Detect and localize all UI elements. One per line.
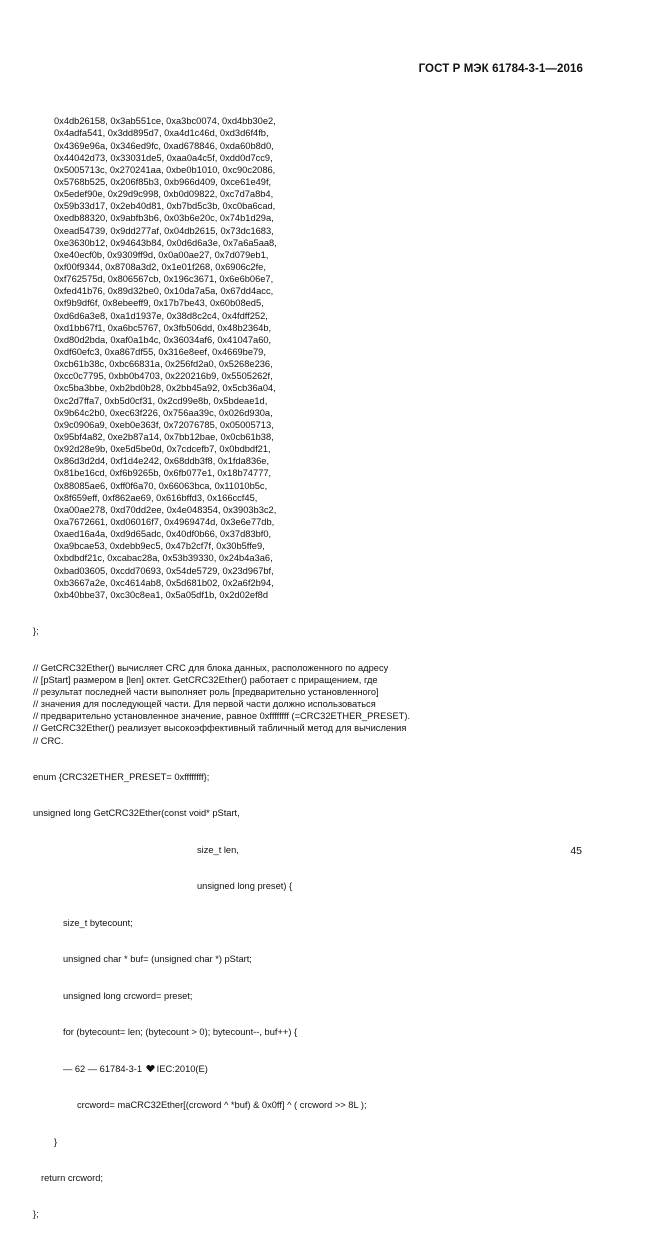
crc-table-row: 0xdf60efc3, 0xa867df55, 0x316e8eef, 0x4669be79, — [54, 346, 266, 357]
crc-table-row: 0x5768b525, 0x206f85b3, 0xb966d409, 0xce61e49f, — [54, 177, 272, 188]
crc-table-row: 0x59b33d17, 0x2eb40d81, 0xb7bd5c3b, 0xc0ba6cad, — [54, 201, 276, 212]
crc-table-row: 0xd1bb67f1, 0xa6bc5767, 0x3fb506dd, 0x48b2364b, — [54, 322, 272, 333]
crc-table-row: 0xfed41b76, 0x89d32be0, 0x10da7a5a, 0x67dd4acc, — [54, 286, 274, 297]
crc-table-row: 0x81be16cd, 0xf6b9265b, 0x6fb077e1, 0x18b74777, — [54, 468, 272, 479]
crc-table-row: 0x88085ae6, 0xff0f6a70, 0x66063bca, 0x11010b5c, — [54, 480, 268, 491]
crc-table-row: 0xaed16a4a, 0xd9d65adc, 0x40df0b66, 0x37d83bf0, — [54, 529, 272, 540]
standard-header: ГОСТ Р МЭК 61784-3-1—2016 — [418, 63, 583, 75]
signature-line-2: size_t len, — [197, 844, 239, 855]
crc-table-row: 0xf00f9344, 0x8708a3d2, 0x1e01f268, 0x6906c2fe, — [54, 262, 266, 272]
signature-line-3: unsigned long preset) { — [197, 881, 293, 892]
crc-table-row: 0x4369e96a, 0x346ed9fc, 0xad678846, 0xda60b8d0, — [54, 140, 274, 151]
crc-table-row: 0xf9b9df6f, 0x8ebeeff9, 0x17b7be43, 0x60b08ed5, — [54, 298, 264, 309]
page-marker — [33, 1063, 593, 1075]
crc-table-row: 0xa7672661, 0xd06016f7, 0x4969474d, 0x3e6e77db, — [54, 516, 275, 527]
crc-table-row: 0x5edef90e, 0x29d9c998, 0xb0d09822, 0xc7d7a8b4, — [54, 189, 274, 200]
comment-line: // результат последней части выполняет роль [предварительно установленного] — [33, 686, 379, 697]
crc-table-row: 0xbad03605, 0xcdd70693, 0x54de5729, 0x23d967bf, — [54, 565, 274, 576]
page-number: 45 — [570, 845, 582, 857]
page-marker-left: — 62 — 61784-3-1 — [63, 1063, 143, 1074]
crc-table-row: 0xcc0c7795, 0xbb0b4703, 0x220216b9, 0x5505262f, — [54, 371, 273, 382]
crc-table-row: 0xa00ae278, 0xd70dd2ee, 0x4e048354, 0x3903b3c2, — [54, 504, 277, 515]
decl-buf: unsigned char * buf= (unsigned char *) pStart; — [63, 954, 252, 965]
code-listing — [33, 91, 593, 1245]
comment-line: // GetCRC32Ether() вычисляет CRC для блока данных, расположенного по адресу — [33, 662, 389, 673]
for-loop-line: for (bytecount= len; (bytecount > 0); bytecount--, buf++) { — [63, 1027, 298, 1038]
crc-table-row: 0xf762575d, 0x806567cb, 0x196c3671, 0x6e6b06e7, — [54, 274, 274, 285]
crc-table-row: 0xc2d7ffa7, 0xb5d0cf31, 0x2cd99e8b, 0x5bdeae1d, — [54, 395, 268, 406]
crc-table-row: 0xa9bcae53, 0xdebb9ec5, 0x47b2cf7f, 0x30b5ffe9, — [54, 541, 265, 552]
crc-table-row: 0xb3667a2e, 0xc4614ab8, 0x5d681b02, 0x2a6f2b94, — [54, 577, 274, 588]
comment-line: // предварительно установленное значение, равное 0xffffffff (=CRC32ETHER_PRESET). — [33, 711, 411, 722]
crc-table-row: 0xd80d2bda, 0xaf0a1b4c, 0x36034af6, 0x41047a60, — [54, 334, 272, 345]
crc-table-row: 0xb40bbe37, 0xc30c8ea1, 0x5a05df1b, 0x2d02ef8d — [54, 589, 269, 600]
crc-table-row: 0x5005713c, 0x270241aa, 0xbe0b1010, 0xc90c2086, — [54, 164, 276, 175]
comment-line: // значения для последующей части. Для первой части должно использоваться — [33, 699, 376, 710]
crc-table-row: 0x4adfa541, 0x3dd895d7, 0xa4d1c46d, 0xd3d6f4fb, — [54, 128, 269, 139]
heart-icon — [146, 1064, 155, 1073]
crc-table-row: 0x9c0906a9, 0xeb0e363f, 0x72076785, 0x05005713, — [54, 419, 274, 430]
crc-table-row: 0x4db26158, 0x3ab551ce, 0xa3bc0074, 0xd4bb30e2, — [54, 116, 276, 127]
decl-bytecount: size_t bytecount; — [63, 917, 133, 928]
comment-line: // GetCRC32Ether() реализует высокоэффективный табличный метод для вычисления — [33, 723, 407, 734]
close-function: }; — [33, 1209, 39, 1220]
crc-update-line: crcword= maCRC32Ether[(crcword ^ *buf) & 0x0ff] ^ ( crcword >> 8L ); — [77, 1100, 367, 1111]
comment-block — [33, 662, 593, 747]
return-line: return crcword; — [41, 1172, 103, 1183]
comment-line: // [pStart] размером в [len] октет. GetCRC32Ether() работает с приращением, где — [33, 674, 378, 685]
crc-table-row: 0xbdbdf21c, 0xcabac28a, 0x53b39330, 0x24b4a3a6, — [54, 553, 273, 564]
crc-table-row: 0xcb61b38c, 0xbc66831a, 0x256fd2a0, 0x5268e236, — [54, 359, 273, 370]
crc-table-row: 0x95bf4a82, 0xe2b87a14, 0x7bb12bae, 0x0cb61b38, — [54, 431, 274, 442]
comment-line: // CRC. — [33, 735, 64, 746]
crc-table-row: 0x8f659eff, 0xf862ae69, 0x616bffd3, 0x166ccf45, — [54, 492, 258, 503]
page-marker-right: IEC:2010(E) — [156, 1063, 208, 1074]
crc-table-row: 0x92d28e9b, 0xe5d5be0d, 0x7cdcefb7, 0x0bdbdf21, — [54, 444, 271, 455]
close-for: } — [54, 1136, 58, 1147]
table-close: }; — [33, 626, 39, 637]
enum-line: enum {CRC32ETHER_PRESET= 0xffffffff}; — [33, 772, 210, 782]
crc-table-row: 0x9b64c2b0, 0xec63f226, 0x756aa39c, 0x026d930a, — [54, 407, 273, 418]
crc-table — [33, 115, 593, 601]
crc-table-row: 0x44042d73, 0x33031de5, 0xaa0a4c5f, 0xdd0d7cc9, — [54, 152, 273, 163]
decl-crcword: unsigned long crcword= preset; — [63, 990, 193, 1001]
crc-table-row: 0xe40ecf0b, 0x9309ff9d, 0x0a00ae27, 0x7d079eb1, — [54, 249, 269, 260]
crc-table-row: 0xead54739, 0x9dd277af, 0x04db2615, 0x73dc1683, — [54, 225, 274, 236]
crc-table-row: 0xd6d6a3e8, 0xa1d1937e, 0x38d8c2c4, 0x4fdff252, — [54, 310, 268, 321]
crc-table-row: 0x86d3d2d4, 0xf1d4e242, 0x68ddb3f8, 0x1fda836e, — [54, 456, 270, 467]
crc-table-row: 0xedb88320, 0x9abfb3b6, 0x03b6e20c, 0x74b1d29a, — [54, 213, 274, 224]
signature-line-1: unsigned long GetCRC32Ether(const void* pStart, — [33, 808, 240, 819]
crc-table-row: 0xe3630b12, 0x94643b84, 0x0d6d6a3e, 0x7a6a5aa8, — [54, 237, 277, 248]
crc-table-row: 0xc5ba3bbe, 0xb2bd0b28, 0x2bb45a92, 0x5cb36a04, — [54, 383, 276, 394]
